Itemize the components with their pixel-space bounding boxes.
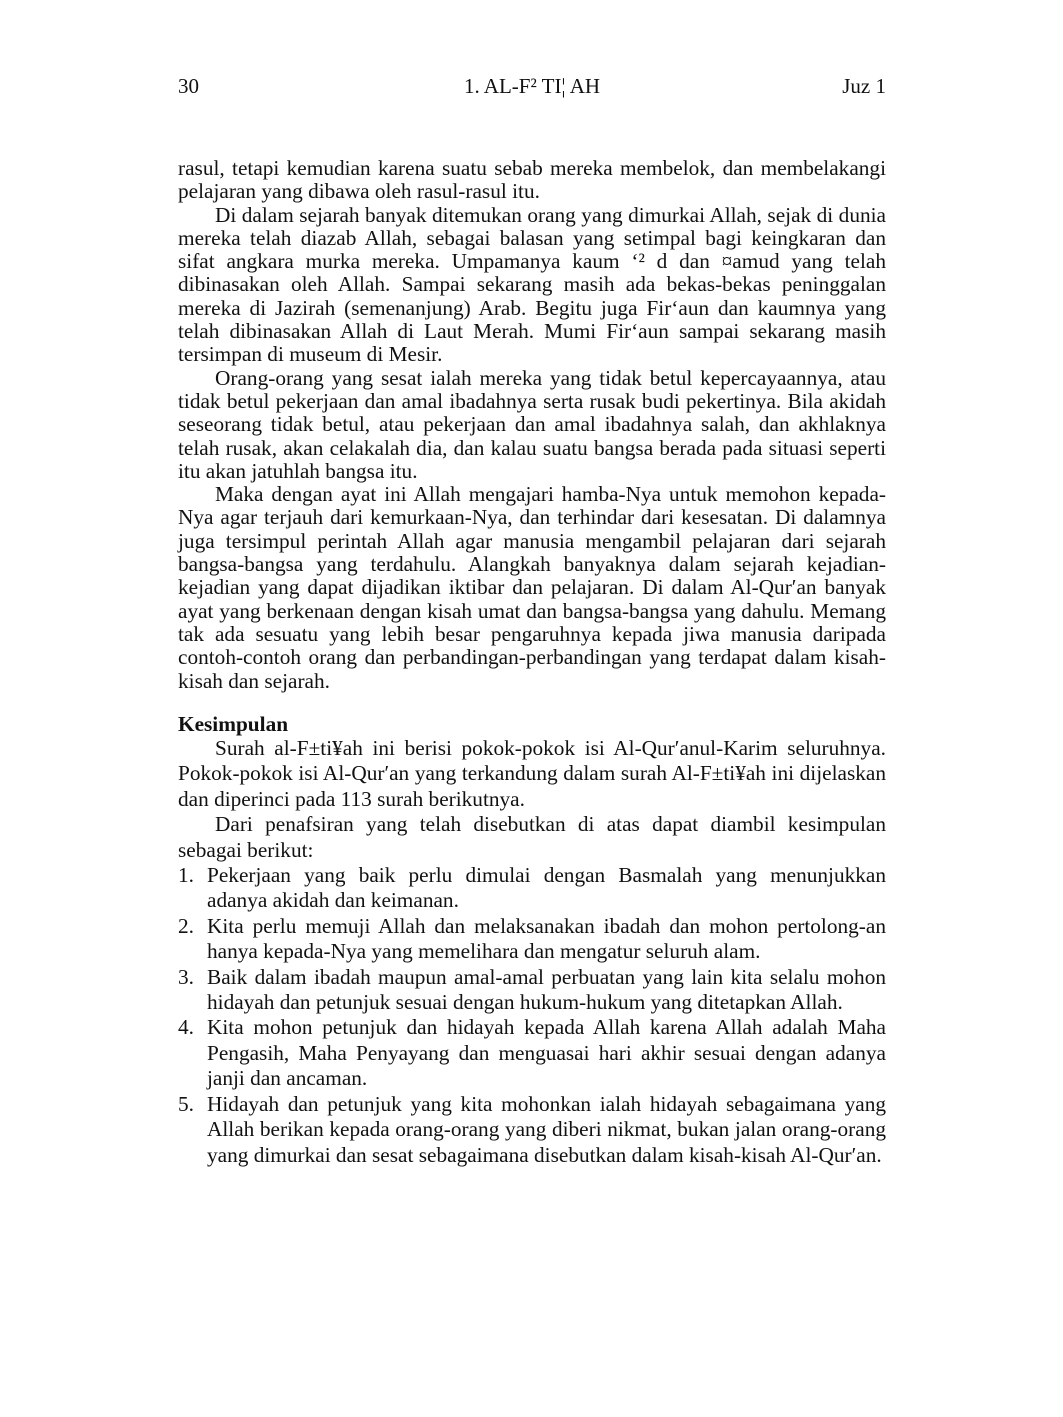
list-number: 3. bbox=[178, 964, 194, 989]
list-number: 5. bbox=[178, 1091, 194, 1116]
body-text bbox=[178, 157, 886, 693]
list-item bbox=[178, 1092, 886, 1168]
paragraph: Maka dengan ayat ini Allah mengajari hamba-Nya untuk memohon kepada-Nya agar terjauh dari kemurkaan-Nya, dan terhindar dari kesesatan. Di dalamnya juga tersimpul perintah Allah agar manusia mengambil pelajaran dari sejarah bangsa-bangsa yang terdahulu. Alangkah banyaknya dalam sejarah kejadian-kejadian yang dapat dijadikan iktibar dan pelajaran. Di dalam Al-Qur′an banyak ayat yang berkenaan dengan kisah umat dan bangsa-bangsa yang dahulu. Memang tak ada sesuatu yang lebih besar pengaruhnya kepada jiwa manusia daripada contoh-contoh orang dan perbandingan-perbandingan yang terdapat dalam kisah-kisah dan sejarah. bbox=[178, 482, 886, 693]
list-item-text: Kita perlu memuji Allah dan melaksanakan ibadah dan mohon pertolong-an hanya kepada-Nya yang memelihara dan mengatur seluruh alam. bbox=[207, 913, 886, 964]
running-header bbox=[178, 72, 886, 100]
conclusion-section bbox=[178, 712, 886, 1168]
list-number: 2. bbox=[178, 913, 194, 938]
page-number: 30 bbox=[178, 74, 199, 98]
list-number: 1. bbox=[178, 863, 194, 888]
chapter-title: 1. AL-F² TI¦ AH bbox=[463, 74, 601, 98]
section-heading: Kesimpulan bbox=[178, 712, 289, 736]
list-number: 4. bbox=[178, 1015, 194, 1040]
list-item-text: Baik dalam ibadah maupun amal-amal perbuatan yang lain kita selalu mohon hidayah dan petunjuk sesuai dengan hukum-hukum yang ditetapkan Allah. bbox=[207, 964, 886, 1015]
list-item-text: Kita mohon petunjuk dan hidayah kepada Allah karena Allah adalah Maha Pengasih, Maha Penyayang dan menguasai hari akhir sesuai dengan adanya janji dan ancaman. bbox=[207, 1015, 886, 1091]
list-item-text: Hidayah dan petunjuk yang kita mohonkan ialah hidayah sebagaimana yang Allah berikan kepada orang-orang yang diberi nikmat, bukan jalan orang-orang yang dimurkai dan sesat sebagaimana disebutkan dalam kisah-kisah Al-Qur′an. bbox=[207, 1091, 886, 1167]
paragraph: rasul, tetapi kemudian karena suatu sebab mereka membelok, dan membelakangi pelajaran yang dibawa oleh rasul-rasul itu. bbox=[178, 156, 886, 204]
paragraph: Di dalam sejarah banyak ditemukan orang yang dimurkai Allah, sejak di dunia mereka telah diazab Allah, sebagai balasan yang setimpal bagi keingkaran dan sifat angkara murka mereka. Umpamanya kaum ‘² d dan ¤amud yang telah dibinasakan oleh Allah. Sampai sekarang masih ada bekas-bekas peninggalan mereka di Jazirah (semenanjung) Arab. Begitu juga Fir‘aun dan kaumnya yang telah dibinasakan Allah di Laut Merah. Mumi Fir‘aun sampai sekarang masih tersimpan di museum di Mesir. bbox=[178, 202, 886, 367]
list-item bbox=[178, 914, 886, 965]
list-item-text: Pekerjaan yang baik perlu dimulai dengan Basmalah yang menunjukkan adanya akidah dan keimanan. bbox=[207, 863, 886, 913]
paragraph: Dari penafsiran yang telah disebutkan di atas dapat diambil kesimpulan sebagai berikut: bbox=[178, 812, 886, 862]
list-item bbox=[178, 1015, 886, 1091]
juz-label: Juz 1 bbox=[842, 74, 886, 98]
paragraph: Surah al-F±ti¥ah ini berisi pokok-pokok isi Al-Qur′anul-Karim seluruhnya. Pokok-pokok isi Al-Qur′an yang terkandung dalam surah Al-F±ti¥ah ini dijelaskan dan diperinci pada 113 surah berikutnya. bbox=[178, 736, 886, 811]
list-item bbox=[178, 965, 886, 1016]
paragraph: Orang-orang yang sesat ialah mereka yang tidak betul kepercayaannya, atau tidak betul pekerjaan dan amal ibadahnya serta rusak budi pekertinya. Bila akidah seseorang tidak betul, atau pekerjaan dan amal ibadahnya salah, dan akhlaknya telah rusak, akan celakalah dia, dan kalau suatu bangsa berada pada situasi seperti itu akan jatuhlah bangsa itu. bbox=[178, 365, 886, 483]
list-item bbox=[178, 863, 886, 914]
conclusion-list bbox=[178, 863, 886, 1168]
